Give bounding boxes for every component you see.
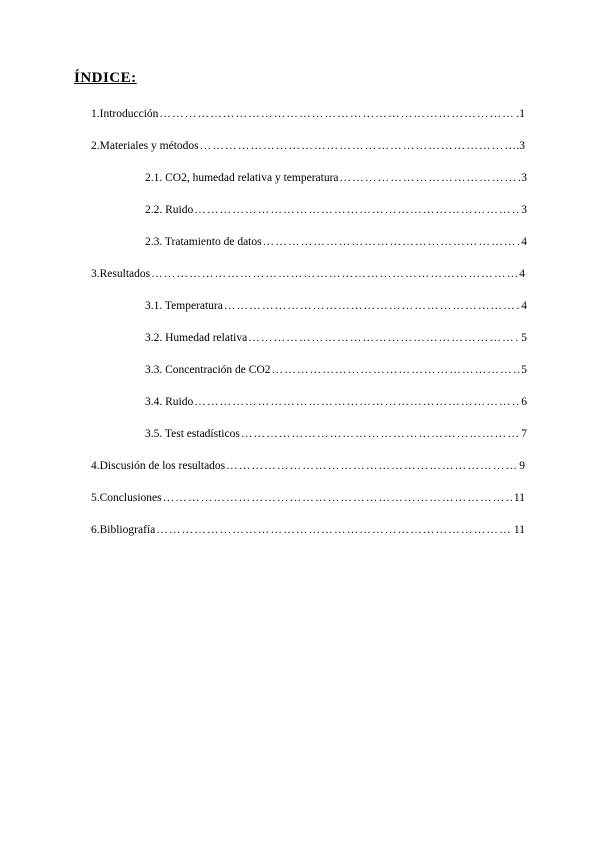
toc-dot-leader xyxy=(194,395,520,409)
toc-subentry xyxy=(145,427,527,441)
toc-entry-number: 6. xyxy=(91,524,100,536)
toc-entry-number: 5. xyxy=(91,492,100,504)
toc-entry-page: 3 xyxy=(521,172,527,184)
toc-subentry xyxy=(145,299,527,313)
toc-dot-leader xyxy=(224,299,520,313)
toc-dot-leader xyxy=(200,139,516,153)
toc-entry-page: 6 xyxy=(521,396,527,408)
toc-dot-leader xyxy=(340,171,521,185)
toc-entry-page: .3 xyxy=(516,140,525,152)
toc-entry-page: 4 xyxy=(519,268,525,280)
toc-entry-number: 3. xyxy=(91,268,100,280)
toc-dot-leader xyxy=(226,459,518,473)
toc-dot-leader xyxy=(194,203,520,217)
toc-entry-number: 1. xyxy=(91,108,100,120)
toc-dot-leader xyxy=(241,427,520,441)
toc-subentry xyxy=(145,363,527,377)
toc-dot-leader xyxy=(151,267,518,281)
toc-entry xyxy=(91,491,525,505)
toc-dot-leader xyxy=(163,491,513,505)
toc-subentry xyxy=(145,395,527,409)
toc-entry-page: 7 xyxy=(521,428,527,440)
toc-subentry xyxy=(145,235,527,249)
toc-entry-label: Resultados xyxy=(99,268,151,280)
toc-entry-label: 3.5. Test estadísticos xyxy=(145,428,240,440)
toc-dot-leader xyxy=(248,331,520,345)
toc-entry-label: Introducción xyxy=(99,108,159,120)
toc-entry xyxy=(91,107,525,121)
toc-entry-page: 11 xyxy=(513,492,525,504)
toc-entry-page: .1 xyxy=(516,108,525,120)
toc-entry-label: 3.2. Humedad relativa xyxy=(145,332,248,344)
toc-entry-page: 11 xyxy=(513,524,525,536)
toc-entry xyxy=(91,523,525,537)
toc-subentry xyxy=(145,171,527,185)
toc-entry xyxy=(91,459,525,473)
toc-entry-label: Conclusiones xyxy=(99,492,162,504)
toc-entry-label: 3.4. Ruido xyxy=(145,396,194,408)
toc-entry-page: 9 xyxy=(519,460,525,472)
toc-entry xyxy=(91,139,525,153)
toc-entry-page: 4 xyxy=(521,236,527,248)
toc-entry-label: 3.3. Concentración de CO2 xyxy=(145,364,271,376)
toc-entry-label: Discusión de los resultados xyxy=(99,460,226,472)
toc-entry xyxy=(91,267,525,281)
toc-entry-label: 2.3. Tratamiento de datos xyxy=(145,236,262,248)
toc-dot-leader xyxy=(263,235,521,249)
toc-entry-page: 5 xyxy=(521,364,527,376)
toc-entry-page: 5 xyxy=(521,332,527,344)
toc-entry-number: 2. xyxy=(91,140,100,152)
toc-dot-leader xyxy=(272,363,521,377)
toc-dot-leader xyxy=(156,523,513,537)
toc-subentry xyxy=(145,203,527,217)
toc-entry-label: 3.1. Temperatura xyxy=(145,300,223,312)
toc-entry-label: Bibliografía xyxy=(99,524,156,536)
page-title: ÍNDICE: xyxy=(74,70,137,86)
toc-dot-leader xyxy=(159,107,515,121)
toc-entry-page: 4 xyxy=(521,300,527,312)
toc-entry-number: 4. xyxy=(91,460,100,472)
toc-entry-label: 2.2. Ruido xyxy=(145,204,194,216)
toc-entry-page: 3 xyxy=(521,204,527,216)
toc-entry-label: 2.1. CO2, humedad relativa y temperatura xyxy=(145,172,339,184)
toc-subentry xyxy=(145,331,527,345)
toc-entry-label: Materiales y métodos xyxy=(99,140,199,152)
